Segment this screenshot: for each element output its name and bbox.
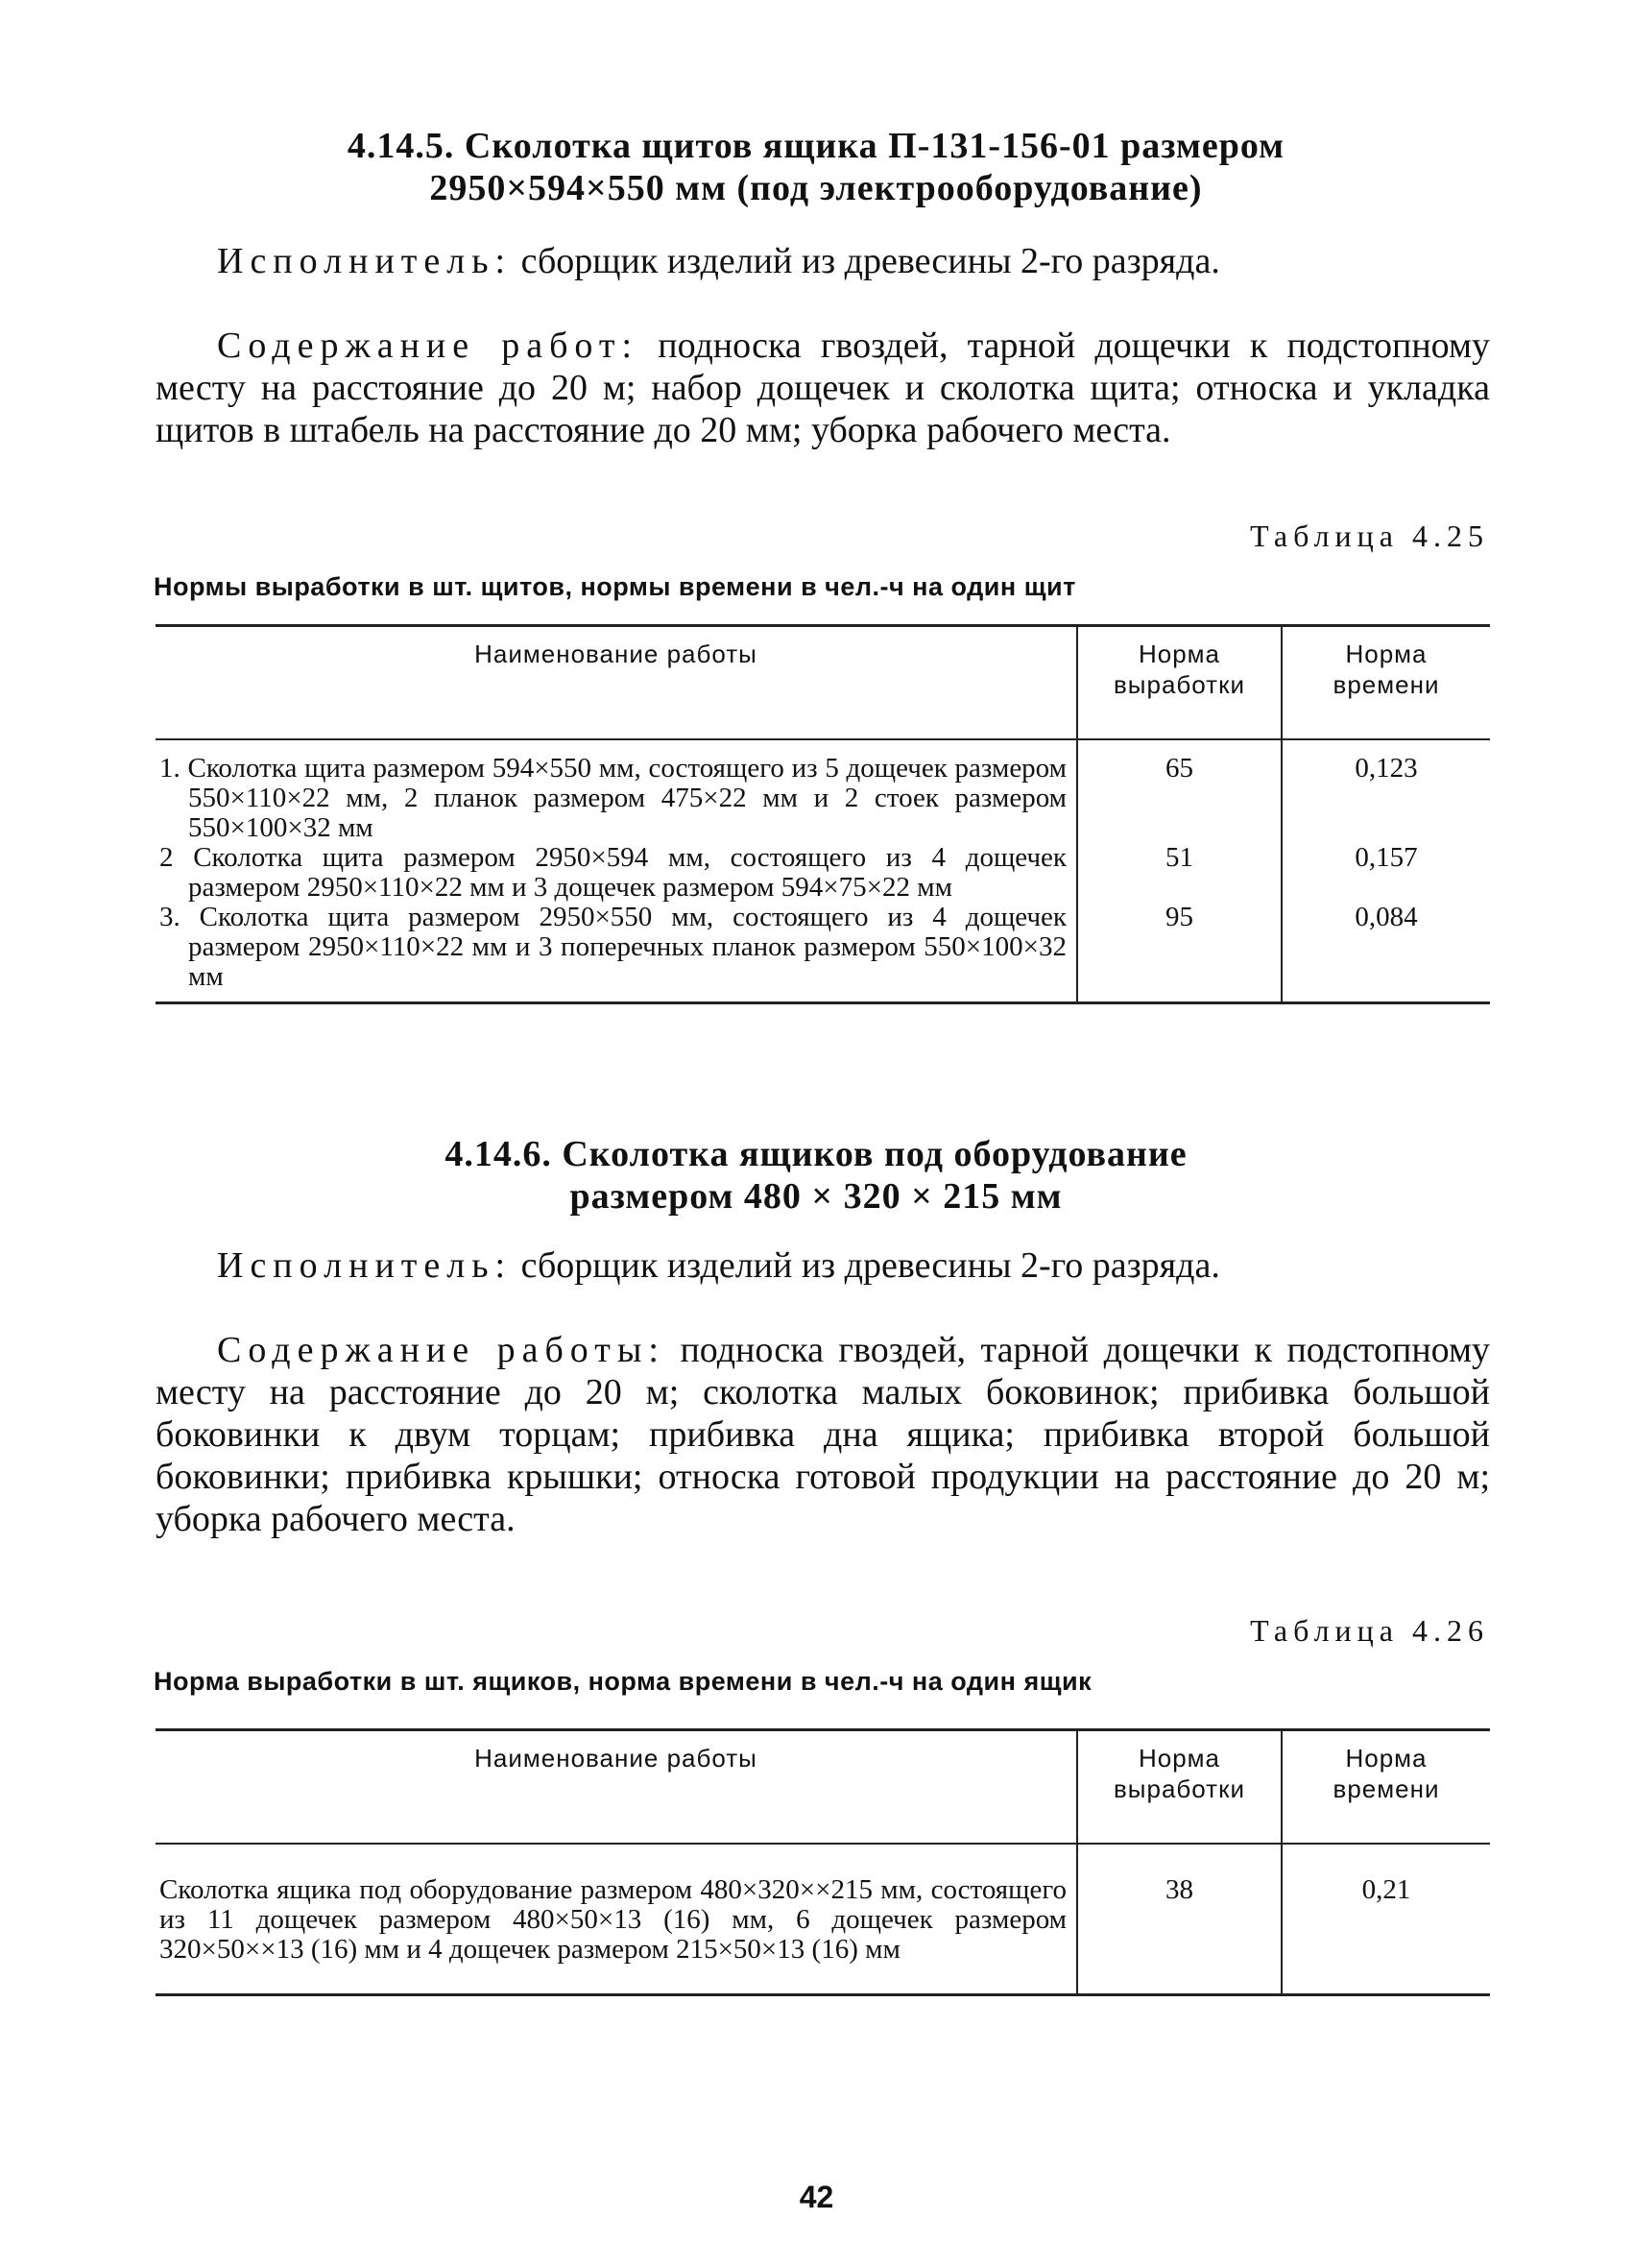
column-header-output-norm: Норма выработки (1077, 626, 1282, 740)
output-norm-cell: 38 (1077, 1844, 1282, 1995)
time-norm-cell: 0,084 (1282, 903, 1490, 1003)
output-norm-cell: 95 (1077, 903, 1282, 1003)
table-row (156, 903, 1490, 1003)
column-header-work-name: Наименование работы (156, 626, 1077, 740)
section-title-line: 4.14.5. Сколотка щитов ящика П-131-156-01 размером (347, 126, 1285, 166)
work-content-label: Содержание работы: (217, 1330, 665, 1370)
work-content-paragraph (156, 1329, 1490, 1540)
column-header-time-norm: Норма времени (1282, 626, 1490, 740)
work-content-text: подноска гвоздей, тарной дощечки к подстопному месту на расстояние до 20 м; набор дощечек и сколотка щита; относка и укладка щитов в штабель на расстояние до 20 мм; уборка рабочего места. (156, 326, 1490, 450)
section-title-line: размером 480 × 320 × 215 мм (569, 1176, 1063, 1217)
table-caption: Норма выработки в шт. ящиков, норма времени в чел.-ч на один ящик (154, 1667, 1093, 1696)
norms-table (156, 624, 1490, 1004)
section-title-line: 2950×594×550 мм (под электрооборудование) (429, 168, 1203, 208)
executor-text: сборщик изделий из древесины 2-го разряда. (520, 1245, 1220, 1286)
output-norm-cell: 51 (1077, 843, 1282, 903)
table-number: Таблица 4.25 (1250, 519, 1489, 553)
table-row (156, 843, 1490, 903)
work-name-cell: 1. Сколотка щита размером 594×550 мм, состоящего из 5 дощечек размером 550×110×22 мм, 2 планок размером 475×22 мм и 2 стоек размером 550×100×32 мм (159, 753, 1067, 843)
table-header-row (156, 626, 1490, 740)
table-row (156, 739, 1490, 843)
work-name-cell: 3. Сколотка щита размером 2950×550 мм, состоящего из 4 дощечек размером 2950×110×22 мм и 3 поперечных планок размером 550×100×32 мм (156, 903, 1077, 1003)
work-content-text: подноска гвоздей, тарной дощечки к подстопному месту на расстояние до 20 м; сколотка малых боковинок; прибивка большой боковинки к двум торцам; прибивка дна ящика; прибивка второй большой боковинки; прибивка крышки; относка готовой продукции на расстояние до 20 м; уборка рабочего места. (156, 1330, 1490, 1539)
table-caption: Нормы выработки в шт. щитов, нормы времени в чел.-ч на один щит (154, 572, 1076, 601)
work-content-label: Содержание работ: (217, 326, 639, 366)
section-heading (154, 1133, 1478, 1218)
time-norm-cell: 0,123 (1282, 739, 1490, 843)
work-content-paragraph (156, 325, 1490, 451)
time-norm-cell: 0,21 (1282, 1844, 1490, 1995)
section-title-line: 4.14.6. Сколотка ящиков под оборудование (444, 1134, 1188, 1174)
column-header-output-norm: Норма выработки (1077, 1730, 1282, 1845)
work-name-cell: Сколотка ящика под оборудование размером 480×320××215 мм, состоящего из 11 дощечек размером 480×50×13 (16) мм, 6 дощечек размером 320×50××13 (16) мм и 4 дощечек размером 215×50×13 (16) мм (156, 1844, 1077, 1995)
column-header-work-name: Наименование работы (156, 1730, 1077, 1845)
table-header-row (156, 1730, 1490, 1845)
executor-label: Исполнитель: (217, 1245, 513, 1286)
executor-paragraph (156, 1244, 1490, 1287)
executor-label: Исполнитель: (217, 241, 513, 281)
table-number: Таблица 4.26 (1250, 1613, 1489, 1648)
table-row (156, 1844, 1490, 1995)
output-norm-cell: 65 (1077, 739, 1282, 843)
executor-paragraph (156, 240, 1490, 282)
time-norm-cell: 0,157 (1282, 843, 1490, 903)
norms-table (156, 1728, 1490, 1996)
executor-text: сборщик изделий из древесины 2-го разряда. (520, 241, 1220, 281)
page-number: 42 (799, 2180, 834, 2214)
work-name-cell: 2 Сколотка щита размером 2950×594 мм, состоящего из 4 дощечек размером 2950×110×22 мм и 3 дощечек размером 594×75×22 мм (159, 842, 1067, 903)
column-header-time-norm: Норма времени (1282, 1730, 1490, 1845)
section-heading (154, 125, 1478, 209)
